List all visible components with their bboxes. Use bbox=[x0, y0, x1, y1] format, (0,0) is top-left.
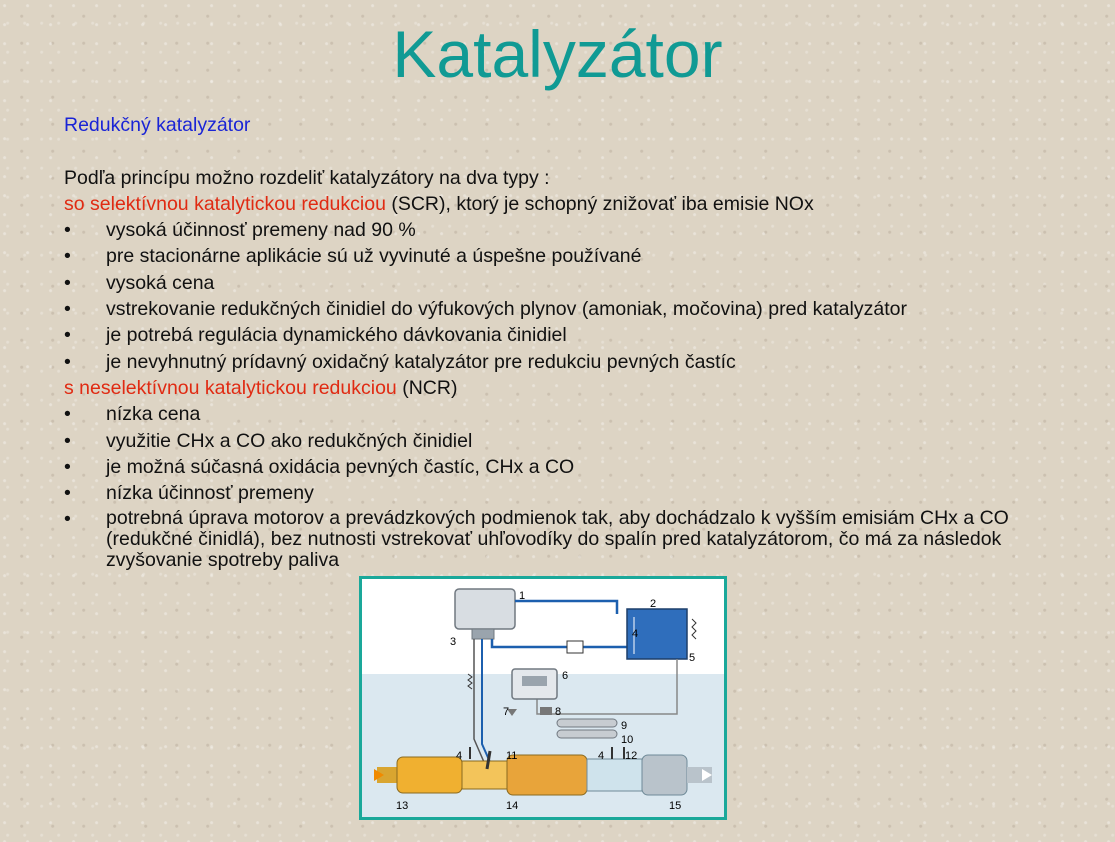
list-item-text: pre stacionárne aplikácie sú už vyvinuté a úspešne používané bbox=[106, 245, 642, 268]
sensor-9 bbox=[557, 719, 617, 727]
scr-name-highlight: so selektívnou katalytickou redukciou bbox=[64, 192, 386, 215]
control-unit-connector bbox=[472, 629, 494, 639]
list-item-text: je možná súčasná oxidácia pevných častíc, CHx a CO bbox=[106, 455, 575, 478]
list-item bbox=[64, 428, 1064, 454]
scr-name-rest: (SCR), ktorý je schopný znižovať iba emisie NOx bbox=[385, 192, 814, 215]
ncr-heading bbox=[64, 375, 1064, 401]
label-4c: 4 bbox=[598, 750, 605, 762]
oxidation-catalyst bbox=[397, 757, 462, 793]
list-item-text: potrebná úprava motorov a prevádzkových podmienok tak, aby dochádzalo k vyšším emisiám CHx a CO (redukčné činidlá), bez nutnosti vstrekovať uhľovodíky do spalín pred katalyzátorom, čo má za následok zvyšovanie spotreby paliva bbox=[106, 507, 1009, 572]
label-12: 12 bbox=[625, 750, 638, 762]
label-5: 5 bbox=[689, 652, 696, 664]
diagram-svg bbox=[362, 579, 724, 817]
label-11: 11 bbox=[506, 750, 518, 762]
list-item bbox=[64, 217, 1064, 243]
bullet-icon: • bbox=[64, 298, 71, 321]
sensor-10 bbox=[557, 730, 617, 738]
control-unit bbox=[455, 589, 515, 629]
filter bbox=[567, 641, 583, 653]
label-6: 6 bbox=[562, 670, 569, 682]
list-item-text: nízka cena bbox=[106, 403, 201, 426]
bullet-icon: • bbox=[64, 245, 71, 268]
label-2: 2 bbox=[650, 598, 657, 610]
page-title: Katalyzátor bbox=[392, 17, 723, 91]
bullet-icon: • bbox=[64, 429, 71, 452]
bullet-icon: • bbox=[64, 324, 71, 347]
bullet-icon: • bbox=[64, 403, 71, 426]
label-9: 9 bbox=[621, 720, 628, 732]
list-item-text: vysoká cena bbox=[106, 271, 215, 294]
list-item bbox=[64, 401, 1064, 427]
list-item bbox=[64, 506, 1064, 570]
list-item bbox=[64, 322, 1064, 348]
connector-8 bbox=[540, 707, 552, 715]
spacer bbox=[64, 138, 1064, 164]
ncr-name-rest: (NCR) bbox=[396, 376, 458, 399]
clean-up-catalyst bbox=[642, 755, 687, 795]
list-item-text: nízka účinnosť premeny bbox=[106, 482, 314, 505]
list-item bbox=[64, 480, 1064, 506]
list-item bbox=[64, 243, 1064, 269]
label-4b: 4 bbox=[456, 750, 463, 762]
scr-catalyst bbox=[507, 755, 587, 795]
ecu-connector bbox=[522, 676, 547, 686]
label-15: 15 bbox=[669, 800, 682, 812]
list-item-text: vstrekovanie redukčných činidiel do výfukových plynov (amoniak, močovina) pred katalyzátor bbox=[106, 298, 907, 321]
hydrolysis-section bbox=[587, 759, 642, 791]
bullet-icon: • bbox=[64, 455, 71, 478]
list-item-text: vysoká účinnosť premeny nad 90 % bbox=[106, 219, 416, 242]
intro-text: Podľa princípu možno rozdeliť katalyzátory na dva typy : bbox=[64, 166, 550, 189]
label-1: 1 bbox=[519, 590, 526, 602]
label-3: 3 bbox=[450, 636, 457, 648]
bullet-icon: • bbox=[64, 271, 71, 294]
list-item-text: je potrebá regulácia dynamického dávkovania činidiel bbox=[106, 324, 567, 347]
label-8: 8 bbox=[555, 706, 562, 718]
label-10: 10 bbox=[621, 734, 634, 746]
scr-system-diagram bbox=[359, 576, 727, 820]
label-4: 4 bbox=[632, 628, 639, 640]
scr-heading bbox=[64, 191, 1064, 217]
bullet-icon: • bbox=[64, 219, 71, 242]
bullet-icon: • bbox=[64, 508, 71, 531]
list-item bbox=[64, 454, 1064, 480]
list-item bbox=[64, 270, 1064, 296]
list-item-text: je nevyhnutný prídavný oxidačný katalyzátor pre redukciu pevných častíc bbox=[106, 350, 736, 373]
slide-content bbox=[64, 112, 1064, 570]
subtitle: Redukčný katalyzátor bbox=[64, 114, 251, 136]
label-7: 7 bbox=[503, 706, 510, 718]
list-item-text: využitie CHx a CO ako redukčných činidiel bbox=[106, 429, 473, 452]
list-item bbox=[64, 296, 1064, 322]
mixing-pipe bbox=[462, 761, 507, 789]
bullet-icon: • bbox=[64, 482, 71, 505]
label-13: 13 bbox=[396, 800, 409, 812]
bullet-icon: • bbox=[64, 350, 71, 373]
list-item bbox=[64, 349, 1064, 375]
ncr-name-highlight: s neselektívnou katalytickou redukciou bbox=[64, 376, 397, 399]
label-14: 14 bbox=[506, 800, 519, 812]
